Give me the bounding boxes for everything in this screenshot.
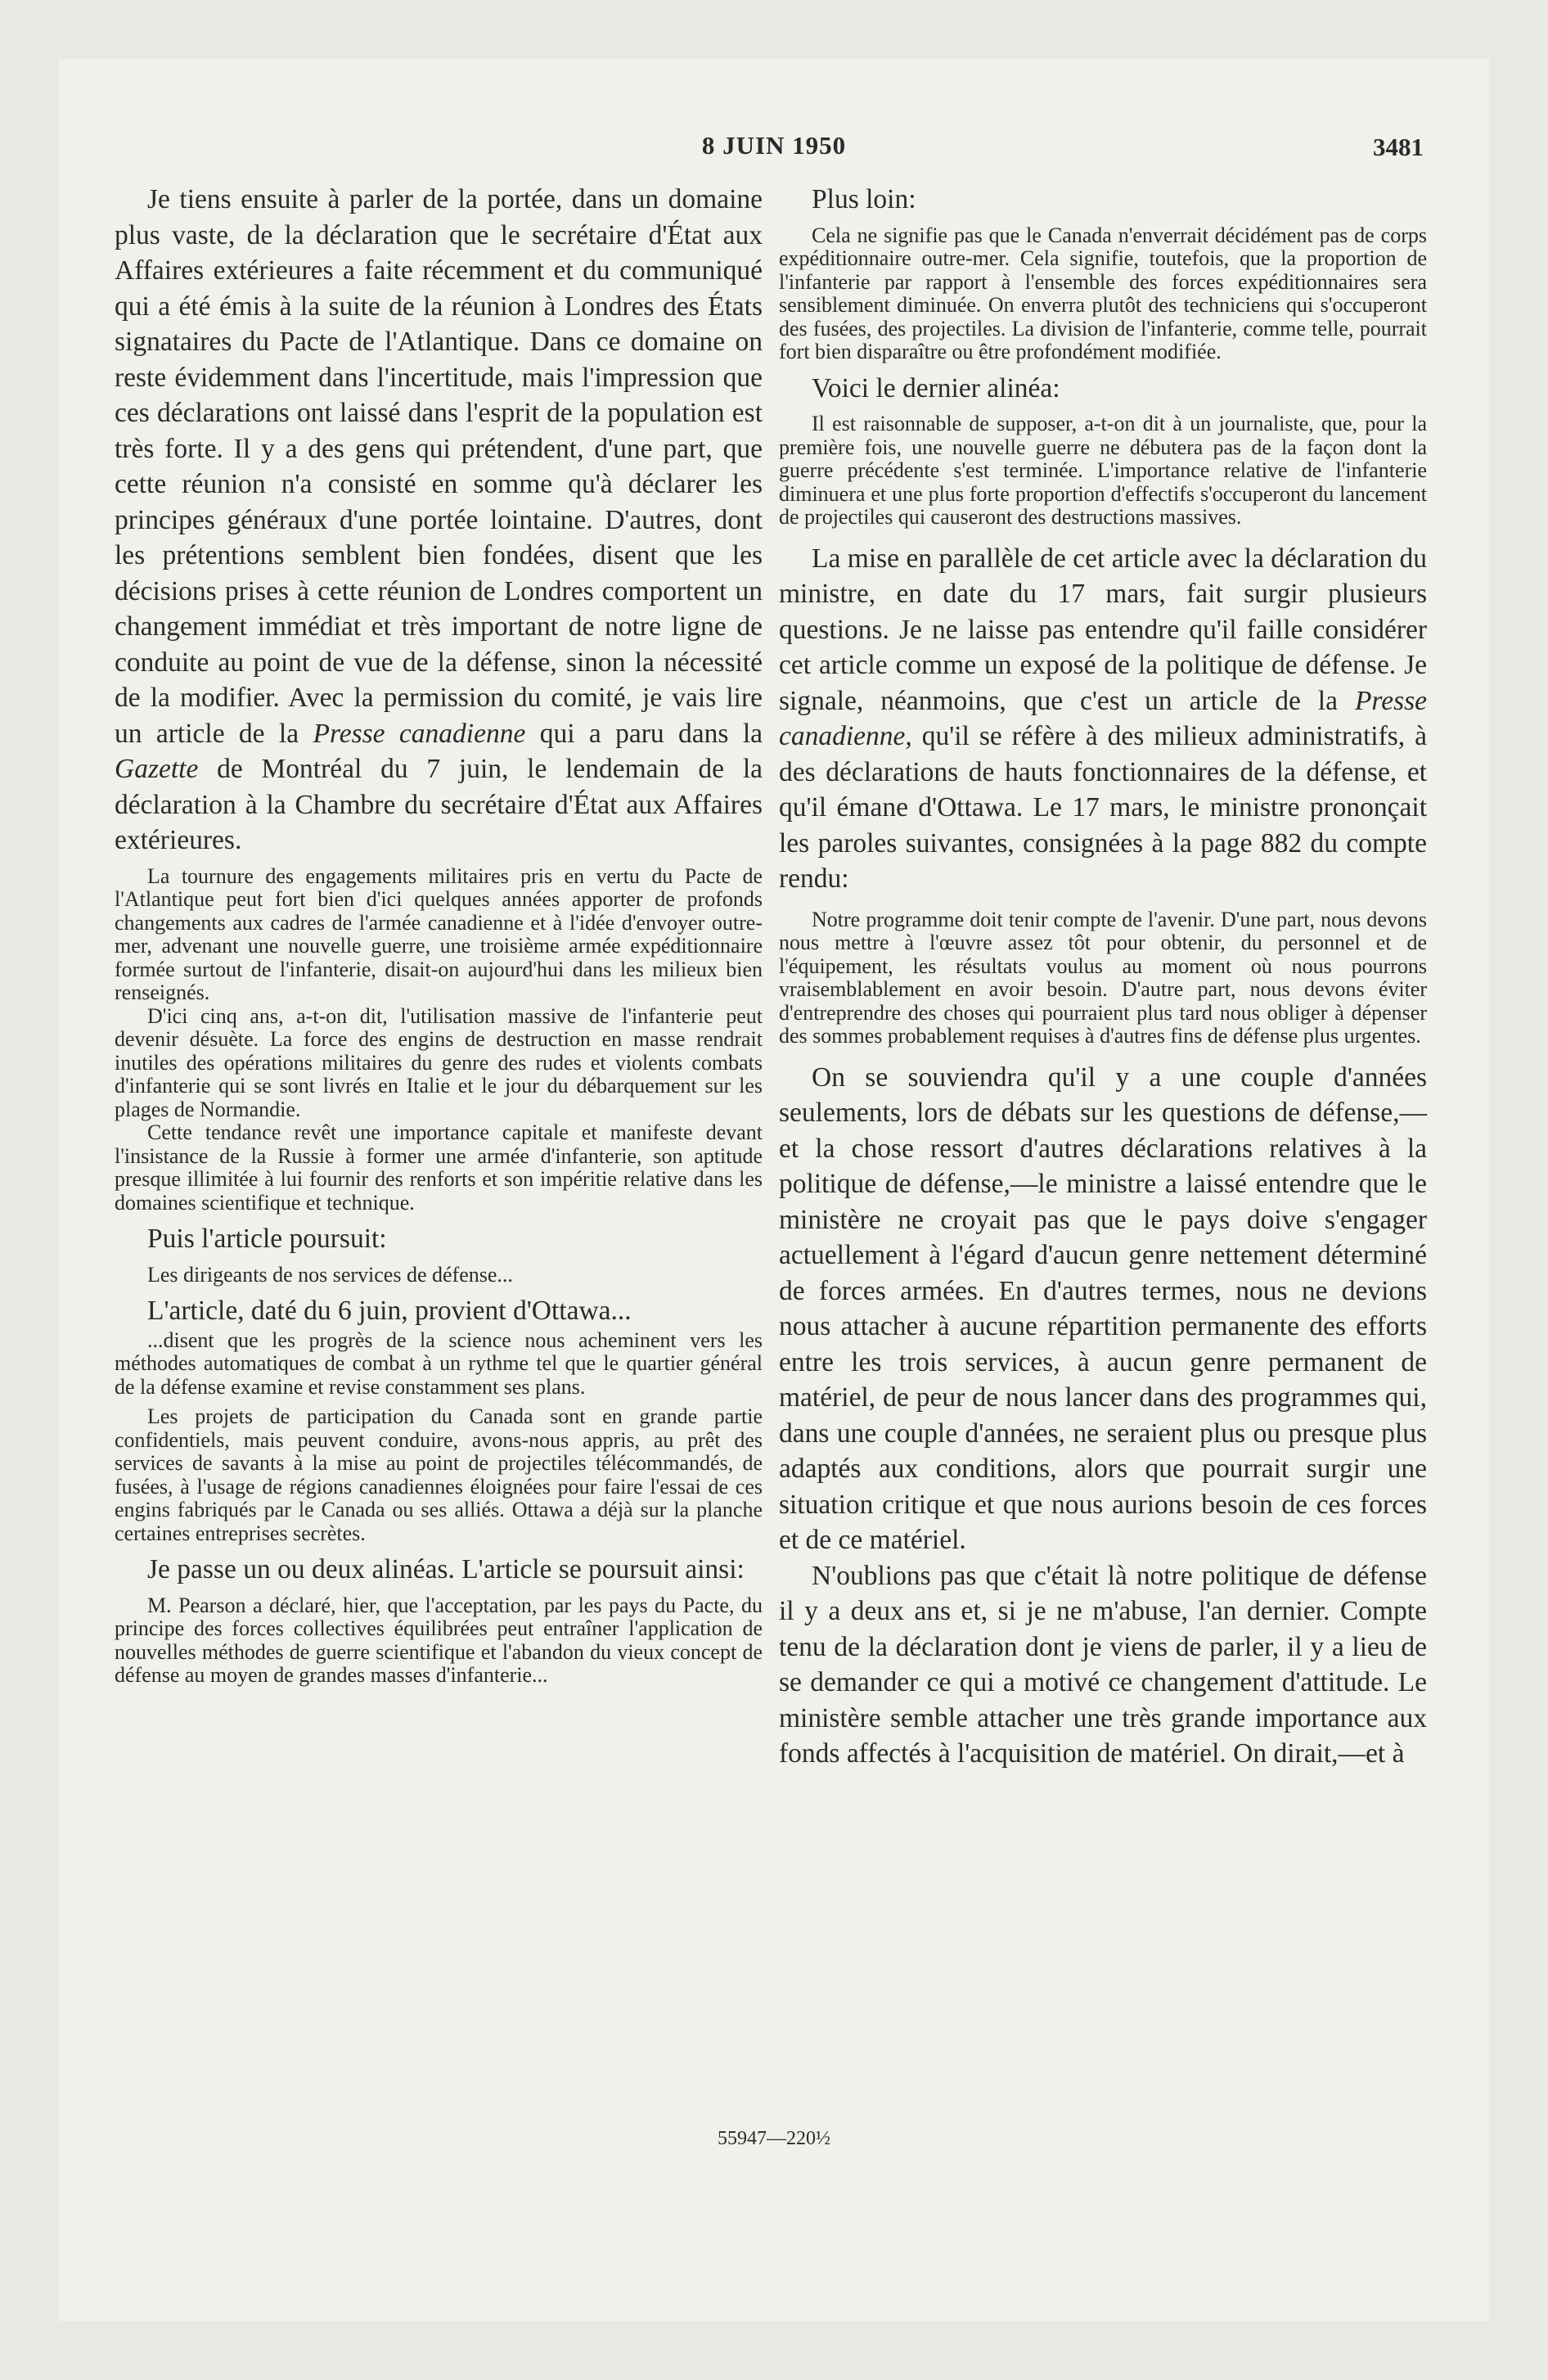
- quote: Il est raisonnable de supposer, a-t-on dit à un journaliste, que, pour la première fois, une nouvelle guerre ne débutera pas de la façon dont la guerre précédente s'est terminée. L'importance relative de l'infanterie diminuera et une plus forte proportion d'effectifs s'occuperont du lancement de projectiles qui causeront des destructions massives.: [779, 412, 1427, 529]
- header-date: 8 JUIN 1950: [701, 131, 847, 160]
- paragraph: Puis l'article poursuit:: [147, 1224, 387, 1254]
- paragraph: Plus loin:: [812, 184, 916, 214]
- quote: M. Pearson a déclaré, hier, que l'acceptation, par les pays du Pacte, du principe des forces collectives équilibrées peut entraîner l'application de nouvelles méthodes de guerre scientifique et l'abandon du vieux concept de défense au moyen de grandes masses d'infanterie...: [115, 1593, 763, 1687]
- paragraph: Je tiens ensuite à parler de la portée, dans un domaine plus vaste, de la déclaration que le secrétaire d'État aux Affaires extérieures a faite récemment et du communiqué qui a été émis à la suite de la réunion à Londres des États signataires du Pacte de l'Atlantique. Dans ce domaine on reste évidemment dans l'incertitude, mais l'impression que ces déclarations ont laissé dans l'esprit de la population est très forte. Il y a des gens qui prétendent, d'une part, que cette réunion n'a consisté en somme qu'à déclarer les principes généraux d'une portée lointaine. D'autres, dont les prétentions semblent bien fondées, disent que les décisions prises à cette réunion de Londres comportent un changement immédiat et très important de notre ligne de conduite au point de vue de la défense, sinon la nécessité de la modifier. Avec la permission du comité, je vais lire un article de la Presse canadienne qui a paru dans la Gazette de Montréal du 7 juin, le lendemain de la déclaration à la Chambre du secrétaire d'État aux Affaires extérieures.: [115, 184, 763, 855]
- quote: Cette tendance revêt une importance capitale et manifeste devant l'insistance de la Russie à former une armée d'infanterie, son aptitude presque illimitée à lui fournir des renforts et son impéritie relative dans les domaines scientifique et technique.: [115, 1120, 763, 1215]
- page-header: [59, 131, 1489, 172]
- paragraph: La mise en parallèle de cet article avec la déclaration du ministre, en date du 17 mars, fait surgir plusieurs questions. Je ne laisse pas entendre qu'il faille considérer cet article comme un exposé de la politique de défense. Je signale, néanmoins, que c'est un article de la Presse canadienne, qu'il se réfère à des milieux administratifs, à des déclarations de hauts fonctionnaires de la défense, et qu'il émane d'Ottawa. Le 17 mars, le ministre prononçait les paroles suivantes, consignées à la page 882 du compte rendu:: [779, 543, 1428, 894]
- quote: ...disent que les progrès de la science nous acheminent vers les méthodes automatiques de combat à un rythme tel que le quartier général de la défense examine et revise constamment ses plans.: [115, 1327, 763, 1399]
- paragraph: Voici le dernier alinéa:: [812, 372, 1060, 403]
- paragraph: Je passe un ou deux alinéas. L'article se poursuit ainsi:: [147, 1554, 745, 1584]
- quote: D'ici cinq ans, a-t-on dit, l'utilisation massive de l'infanterie peut devenir désuète. La force des engins de destruction en masse rendrait inutiles des opérations militaires du genre des rudes et violents combats d'infanterie qui se sont livrés en Italie et le jour du débarquement sur les plages de Normandie.: [115, 1003, 763, 1121]
- left-column: [115, 182, 763, 1688]
- page-footer: 55947—220½: [718, 2128, 830, 2149]
- paragraph: L'article, daté du 6 juin, provient d'Ottawa...: [147, 1296, 632, 1326]
- right-column: [779, 182, 1427, 1772]
- paragraph: On se souviendra qu'il y a une couple d'années seulements, lors de débats sur les questions de défense,—et la chose ressort d'autres déclarations relatives à la politique de défense,—le ministre a laissé entendre que le ministère ne croyait pas que le pays doive s'engager actuellement à l'égard d'aucun genre nettement déterminé de forces armées. En d'autres termes, nous ne devions nous attacher à aucune répartition permanente des efforts entre les trois services, à aucun genre permanent de matériel, de peur de nous lancer dans des programmes qui, dans une couple d'années, ne seraient plus ou presque plus adaptés aux conditions, alors que pourrait surgir une situation critique et que nous aurions besoin de ces forces et de ce matériel.: [779, 1062, 1427, 1555]
- quote: Les dirigeants de nos services de défense...: [147, 1262, 513, 1287]
- paragraph: N'oublions pas que c'était là notre politique de défense il y a deux ans et, si je ne m'abuse, l'an dernier. Compte tenu de la déclaration dont je viens de parler, il y a lieu de se demander ce qui a motivé ce changement d'attitude. Le ministère semble attacher une très grande importance aux fonds affectés à l'acquisition de matériel. On dirait,—et à: [779, 1560, 1427, 1769]
- document-page: [59, 59, 1489, 2321]
- quote: La tournure des engagements militaires pris en vertu du Pacte de l'Atlantique peut fort bien d'ici quelques années apporter de profonds changements aux cadres de l'armée canadienne et à l'idée d'envoyer outre-mer, advenant une nouvelle guerre, une troisième armée expéditionnaire formée surtout de l'infanterie, disait-on aujourd'hui dans les milieux bien renseignés.: [115, 863, 763, 1004]
- quote: Notre programme doit tenir compte de l'avenir. D'une part, nous devons nous mettre à l'œuvre assez tôt pour obtenir, du personnel et de l'équipement, les résultats voulus au moment où nous pourrons vraisemblablement en avoir besoin. D'autre part, nous devons éviter d'entreprendre des choses qui pourraient plus tard nous obliger à dépenser des sommes probablement requises à d'autres fins de défense plus urgentes.: [779, 907, 1427, 1048]
- quote: Les projets de participation du Canada sont en grande partie confidentiels, mais peuvent conduire, avons-nous appris, au prêt des services de savants à la mise au point de projectiles télécommandés, de fusées, à l'usage de régions canadiennes éloignées pour faire l'essai de ces engins fabriqués par le Canada ou ses alliés. Ottawa a déjà sur la planche certaines entreprises secrètes.: [115, 1404, 763, 1545]
- quote: Cela ne signifie pas que le Canada n'enverrait décidément pas de corps expéditionnaire outre-mer. Cela signifie, toutefois, que la proportion de l'infanterie par rapport à l'ensemble des forces expéditionnaires sera sensiblement diminuée. On enverra plutôt des techniciens qui s'occuperont des fusées, des projectiles. La division de l'infanterie, comme telle, pourrait fort bien disparaître ou être profondément modifiée.: [779, 223, 1427, 363]
- page-number: 3481: [1373, 133, 1424, 161]
